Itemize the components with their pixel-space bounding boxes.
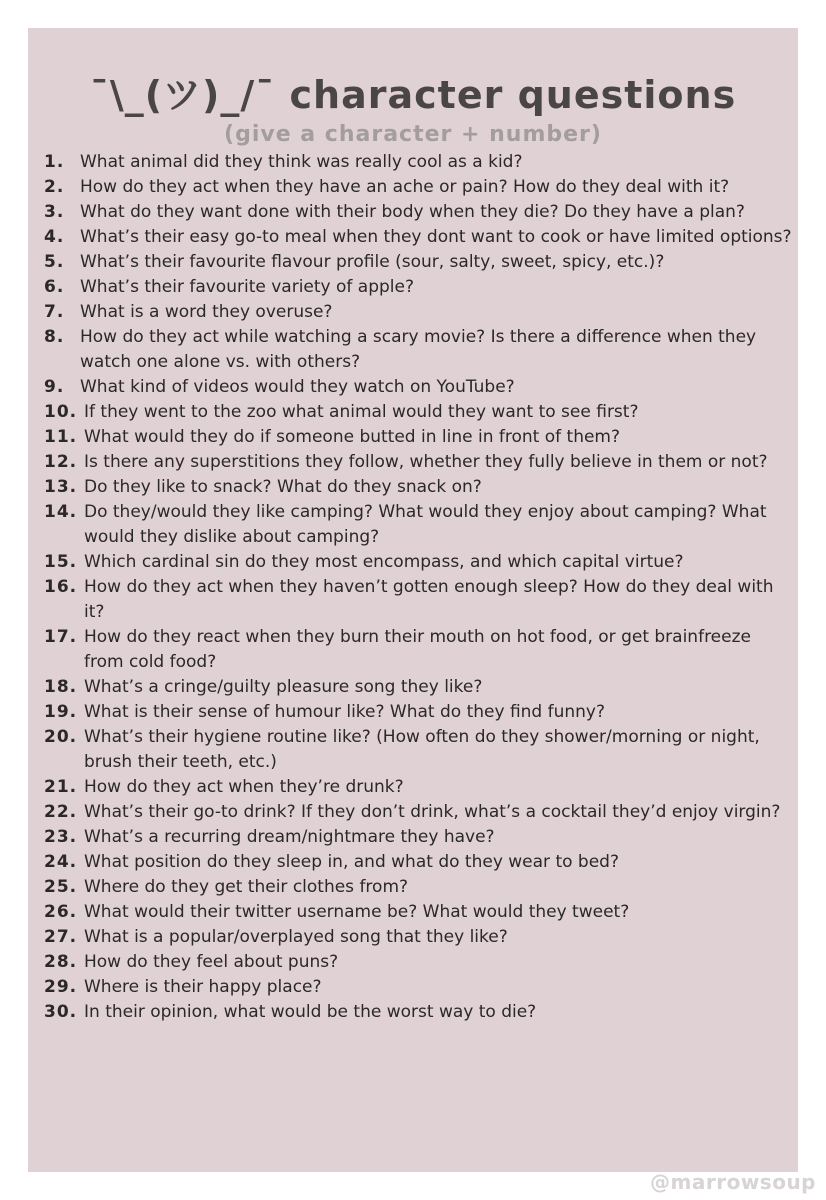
question-item <box>44 825 792 850</box>
question-text: What would their twitter username be? What would they tweet? <box>84 902 630 922</box>
question-number: 12. <box>44 452 78 472</box>
question-text: Where is their happy place? <box>84 977 322 997</box>
question-item <box>44 500 792 550</box>
question-number: 10. <box>44 402 78 422</box>
question-number: 23. <box>44 827 78 847</box>
question-text: What is a popular/overplayed song that they like? <box>84 927 508 947</box>
question-text: If they went to the zoo what animal would they want to see first? <box>84 402 639 422</box>
question-number: 28. <box>44 952 78 972</box>
question-item <box>44 800 792 825</box>
question-text: Do they/would they like camping? What would they enjoy about camping? What would they dislike about camping? <box>84 502 767 547</box>
question-text: What’s their hygiene routine like? (How often do they shower/morning or night, brush their teeth, etc.) <box>84 727 760 772</box>
question-item <box>44 575 792 625</box>
question-number: 30. <box>44 1002 78 1022</box>
question-item <box>44 425 792 450</box>
question-text: How do they act when they’re drunk? <box>84 777 404 797</box>
question-text: What position do they sleep in, and what do they wear to bed? <box>84 852 619 872</box>
question-text: What would they do if someone butted in line in front of them? <box>84 427 621 447</box>
question-number: 20. <box>44 727 78 747</box>
question-item <box>44 725 792 775</box>
question-number: 26. <box>44 902 78 922</box>
question-item <box>44 1000 792 1025</box>
question-text: How do they act while watching a scary movie? Is there a difference when they watch one alone vs. with others? <box>80 327 757 372</box>
watermark: @marrowsoup <box>650 1170 816 1194</box>
question-number: 9. <box>44 377 65 397</box>
question-number: 4. <box>44 227 65 247</box>
question-item <box>44 375 792 400</box>
question-number: 5. <box>44 252 65 272</box>
question-number: 16. <box>44 577 78 597</box>
question-text: Do they like to snack? What do they snack on? <box>84 477 482 497</box>
question-text: What do they want done with their body when they die? Do they have a plan? <box>80 202 745 222</box>
question-text: What’s their favourite variety of apple? <box>80 277 414 297</box>
question-item <box>44 150 792 175</box>
question-number: 22. <box>44 802 78 822</box>
question-number: 6. <box>44 277 65 297</box>
question-text: What kind of videos would they watch on YouTube? <box>80 377 515 397</box>
question-text: Where do they get their clothes from? <box>84 877 409 897</box>
question-number: 24. <box>44 852 78 872</box>
question-text: Which cardinal sin do they most encompass, and which capital virtue? <box>84 552 684 572</box>
question-text: How do they act when they haven’t gotten enough sleep? How do they deal with it? <box>84 577 774 622</box>
question-number: 19. <box>44 702 78 722</box>
question-item <box>44 775 792 800</box>
question-number: 25. <box>44 877 78 897</box>
page-subtitle: (give a character + number) <box>224 122 602 147</box>
question-text: What animal did they think was really cool as a kid? <box>80 152 523 172</box>
question-text: What’s a cringe/guilty pleasure song they like? <box>84 677 483 697</box>
question-text: In their opinion, what would be the worst way to die? <box>84 1002 537 1022</box>
question-number: 15. <box>44 552 78 572</box>
question-text: How do they feel about puns? <box>84 952 339 972</box>
question-item <box>44 450 792 475</box>
question-item <box>44 275 792 300</box>
question-item <box>44 475 792 500</box>
question-number: 2. <box>44 177 65 197</box>
question-number: 18. <box>44 677 78 697</box>
question-item <box>44 400 792 425</box>
page-title: ¯\_(ツ)_/¯ character questions <box>89 73 737 117</box>
question-text: What’s their favourite flavour profile (sour, salty, sweet, spicy, etc.)? <box>80 252 665 272</box>
question-text: How do they react when they burn their mouth on hot food, or get brainfreeze from cold food? <box>84 627 751 672</box>
question-number: 27. <box>44 927 78 947</box>
question-item <box>44 875 792 900</box>
question-item <box>44 325 792 375</box>
question-item <box>44 250 792 275</box>
question-text: What is their sense of humour like? What do they find funny? <box>84 702 606 722</box>
question-text: How do they act when they have an ache or pain? How do they deal with it? <box>80 177 730 197</box>
question-number: 14. <box>44 502 78 522</box>
question-item <box>44 975 792 1000</box>
question-item <box>44 950 792 975</box>
question-number: 13. <box>44 477 78 497</box>
question-item <box>44 675 792 700</box>
question-number: 1. <box>44 152 65 172</box>
question-number: 3. <box>44 202 65 222</box>
question-list <box>44 150 792 1025</box>
question-item <box>44 550 792 575</box>
question-number: 8. <box>44 327 65 347</box>
question-text: Is there any superstitions they follow, whether they fully believe in them or not? <box>84 452 768 472</box>
question-card <box>28 28 798 1172</box>
question-text: What’s their easy go-to meal when they dont want to cook or have limited options? <box>80 227 792 247</box>
question-item <box>44 625 792 675</box>
question-item <box>44 300 792 325</box>
question-item <box>44 850 792 875</box>
question-item <box>44 225 792 250</box>
question-item <box>44 900 792 925</box>
question-number: 7. <box>44 302 65 322</box>
question-number: 17. <box>44 627 78 647</box>
question-text: What is a word they overuse? <box>80 302 333 322</box>
question-number: 21. <box>44 777 78 797</box>
question-text: What’s their go-to drink? If they don’t drink, what’s a cocktail they’d enjoy virgin? <box>84 802 781 822</box>
question-item <box>44 925 792 950</box>
question-number: 29. <box>44 977 78 997</box>
question-text: What’s a recurring dream/nightmare they have? <box>84 827 495 847</box>
question-item <box>44 700 792 725</box>
question-number: 11. <box>44 427 78 447</box>
question-item <box>44 200 792 225</box>
question-item <box>44 175 792 200</box>
